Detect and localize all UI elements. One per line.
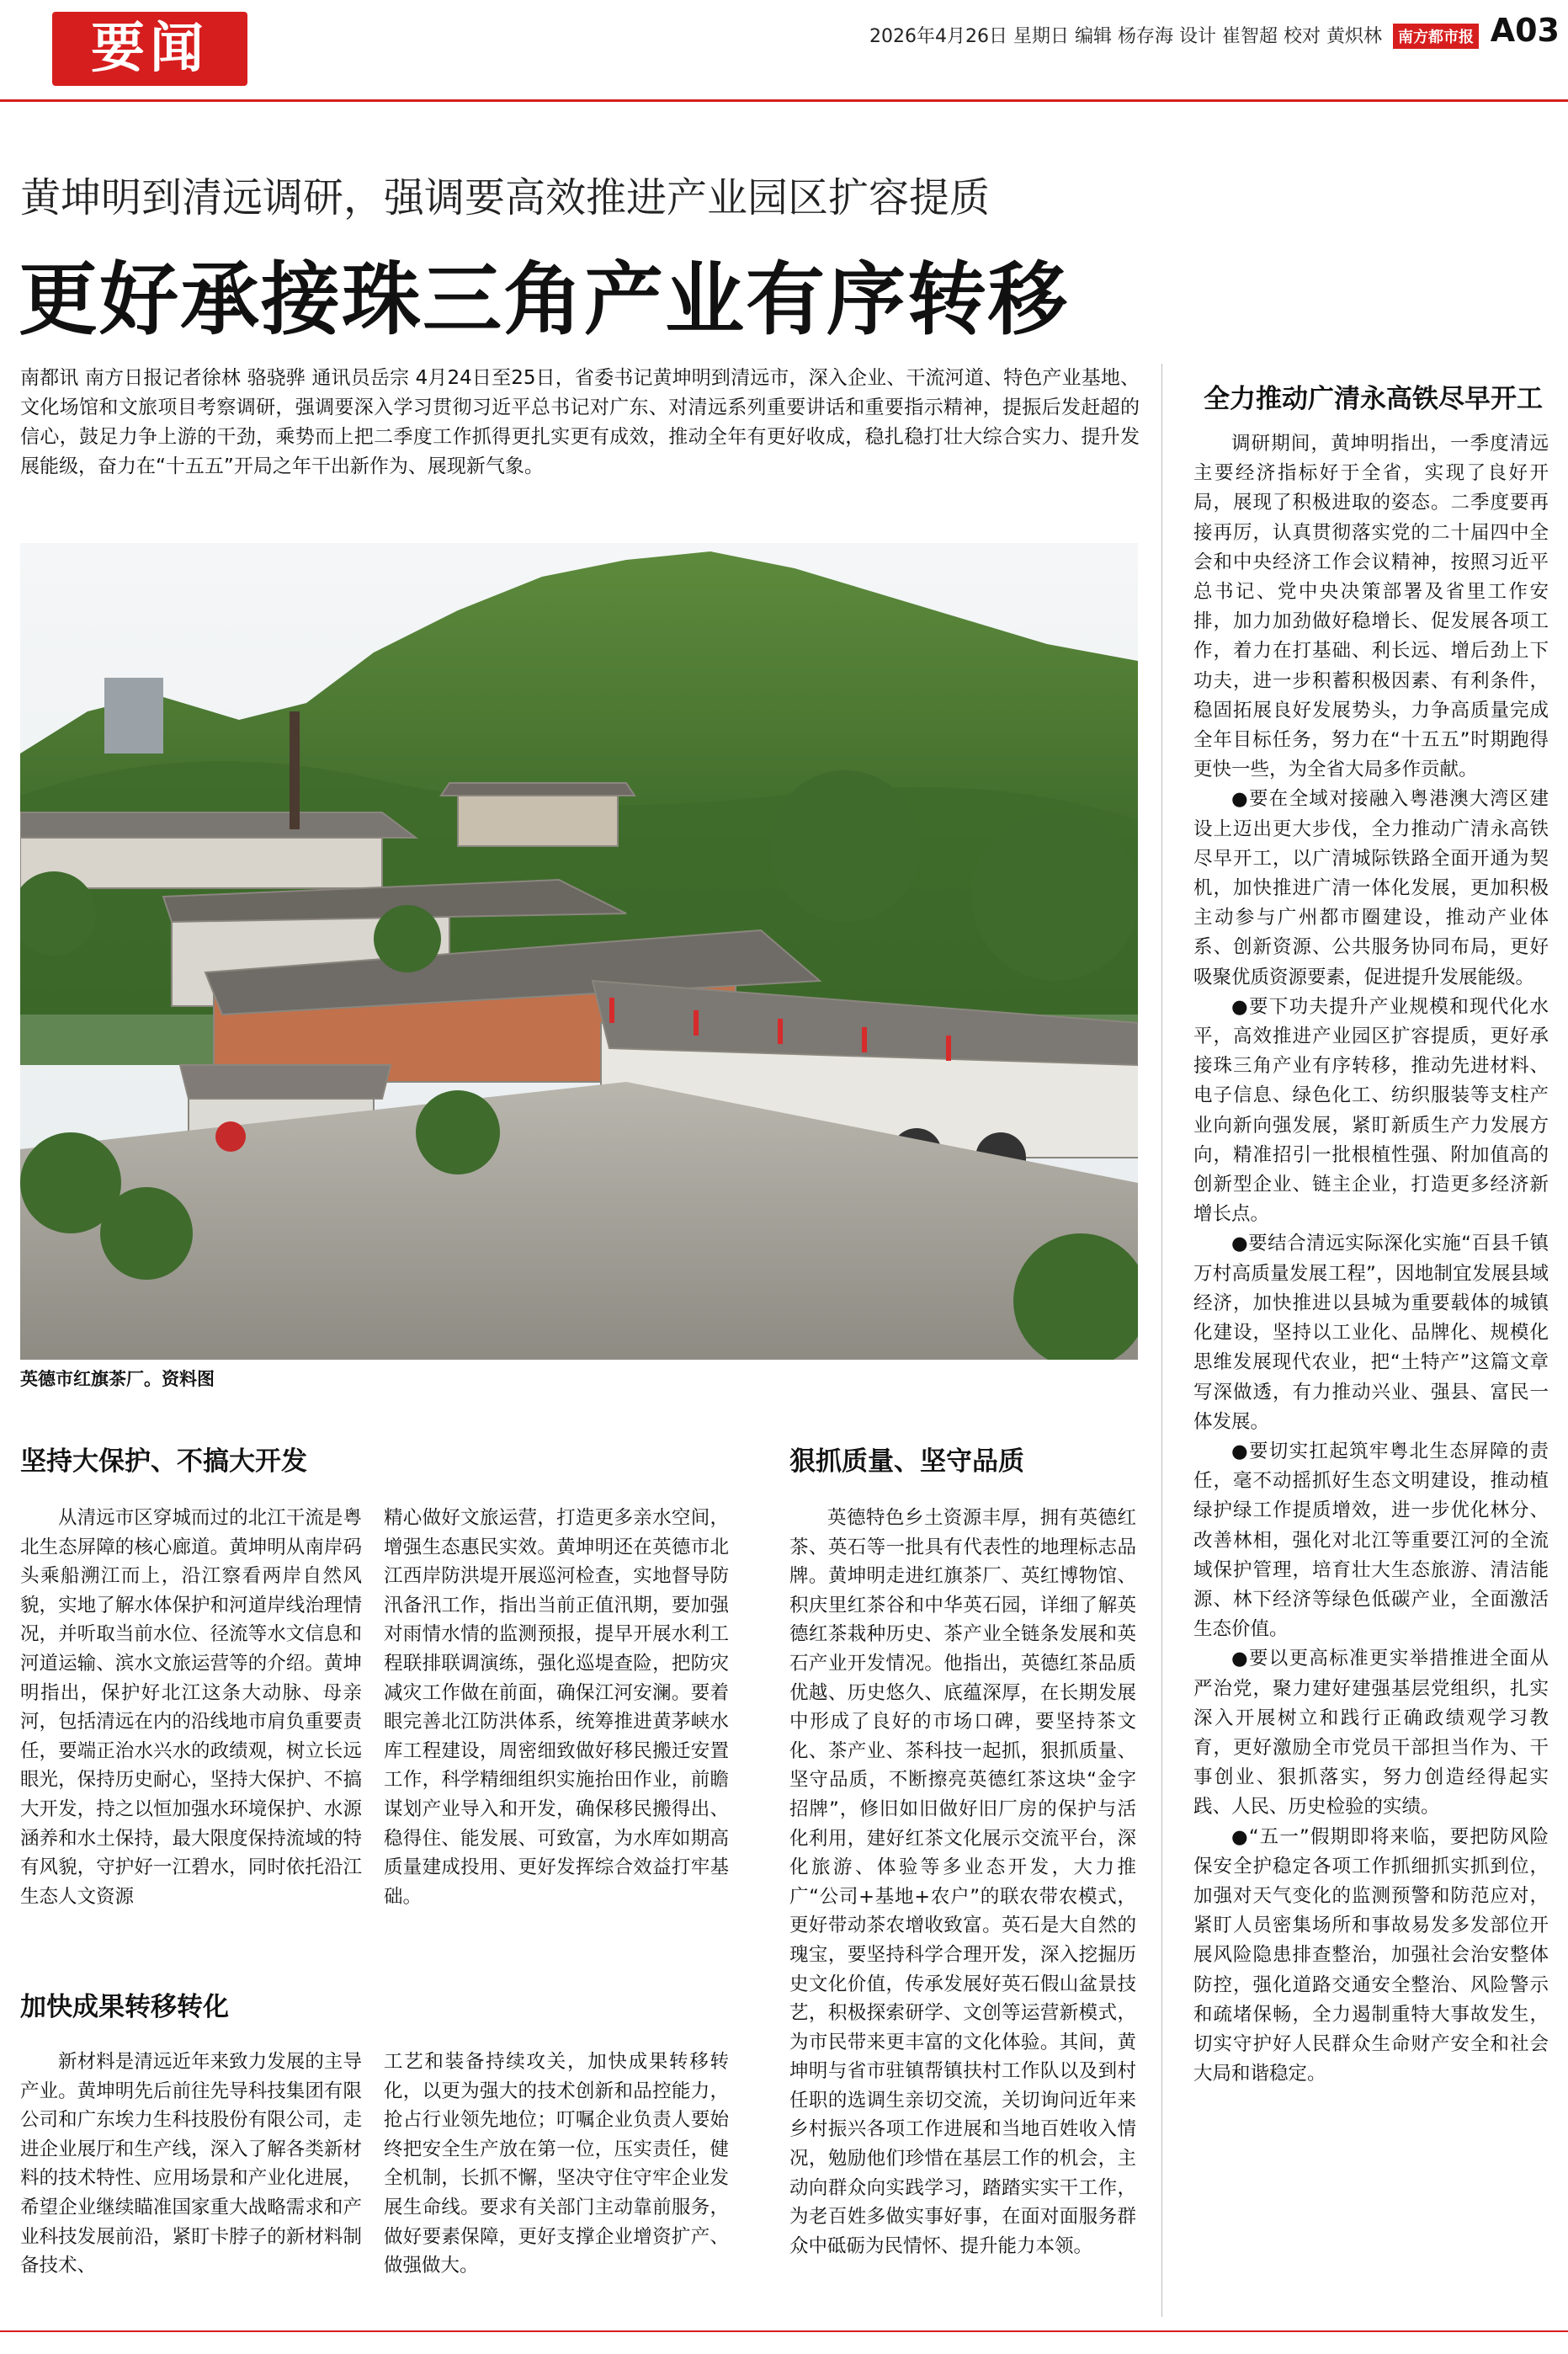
article-photo: [20, 543, 1138, 1360]
paragraph: 新材料是清远近年来致力发展的主导产业。黄坤明先后前往先导科技集团有限公司和广东埃力生科技股份有限公司，走进企业展厅和生产线，深入了解各类新材料的技术特性、应用场景和产业化进展，希望企业继续瞄准国家重大战略需求和产业科技发展前沿，紧盯卡脖子的新材料制备技术、: [20, 2051, 362, 2277]
editor: 编辑 杨存海: [1075, 26, 1173, 47]
paragraph: ●要结合清远实际深化实施“百县千镇万村高质量发展工程”，因地制宜发展县域经济，加快推进以县城为重要载体的城镇化建设，坚持以工业化、品牌化、规模化思维发展现代农业，把“土特产”这篇文章写深做透，有力推动兴业、强县、富民一体发展。: [1193, 1233, 1549, 1433]
photo-caption: 英德市红旗茶厂。资料图: [20, 1369, 215, 1389]
section-transfer-col2: [384, 2048, 729, 2281]
article-title: 更好承接珠三角产业有序转移: [19, 254, 1070, 346]
section-quality-body: [789, 1504, 1136, 2261]
proofreader: 校对 黄炽林: [1284, 26, 1382, 47]
paragraph: 精心做好文旅运营，打造更多亲水空间，增强生态惠民实效。黄坤明还在英德市北江西岸防洪堤开展巡河检查，实地督导防汛备汛工作，指出当前正值汛期，要加强对雨情水情的监测预报，提早开展水利工程联排联调演练，强化巡堤查险，把防灾减灾工作做在前面，确保江河安澜。要着眼完善北江防洪体系，统筹推进黄茅峡水库工程建设，周密细致做好移民搬迁安置工作，科学精细组织实施抬田作业，前瞻谋划产业导入和开发，确保移民搬得出、稳得住、能发展、可致富，为水库如期高质量建成投用、更好发挥综合效益打牢基础。: [384, 1507, 729, 1908]
section-heading-protection: 坚持大保护、不搞大开发: [20, 1446, 307, 1477]
paragraph: 从清远市区穿城而过的北江干流是粤北生态屏障的核心廊道。黄坤明从南岸码头乘船溯江而上，沿江察看两岸自然风貌，实地了解水体保护和河道岸线治理情况，并听取当前水位、径流等水文信息和河道运输、滨水文旅运营等的介绍。黄坤明指出，保护好北江这条大动脉、母亲河，包括清远在内的沿线地市肩负重要责任，要端正治水兴水的政绩观，树立长远眼光，保持历史耐心，坚持大保护、不搞大开发，持之以恒加强水环境保护、水源涵养和水土保持，最大限度保持流域的特有风貌，守护好一江碧水，同时依托沿江生态人文资源: [20, 1507, 362, 1908]
article-lead: 南都讯 南方日报记者徐林 骆骁骅 通讯员岳宗 4月24日至25日，省委书记黄坤明到清远市，深入企业、干流河道、特色产业基地、文化场馆和文旅项目考察调研，强调要深入学习贯彻习近平总书记对广东、对清远系列重要讲话和重要指示精神，提振后发赶超的信心，鼓足力争上游的干劲，乘势而上把二季度工作抓得更扎实更有成效，推动全年有更好收成，稳扎稳打壮大综合实力、提升发展能级，奋力在“十五五”开局之年干出新作为、展现新气象。: [20, 367, 1140, 477]
footer-rule: [0, 2330, 1568, 2332]
article-subtitle: 黄坤明到清远调研，强调要高效推进产业园区扩容提质: [20, 174, 991, 221]
issue-date: 2026年4月26日 星期日: [869, 26, 1069, 47]
section-heading-railway: 全力推动广清永高铁尽早开工: [1204, 384, 1543, 414]
issue-meta: [869, 22, 1484, 49]
section-transfer-col1: [20, 2048, 362, 2281]
tea-factory-photo: [20, 543, 1138, 1360]
paragraph: 工艺和装备持续攻关，加快成果转移转化，以更为强大的技术创新和品控能力，抢占行业领先地位；叮嘱企业负责人要始终把安全生产放在第一位，压实责任，健全机制，长抓不懈，坚决守住守牢企业发展生命线。要求有关部门主动靠前服务，做好要素保障，更好支撑企业增资扩产、做强做大。: [384, 2051, 729, 2277]
page-number: A03: [1490, 12, 1560, 49]
column-divider: [1161, 364, 1162, 2317]
paragraph: 调研期间，黄坤明指出，一季度清远主要经济指标好于全省，实现了良好开局，展现了积极进取的姿态。二季度要再接再厉，认真贯彻落实党的二十届四中全会和中央经济工作会议精神，按照习近平总书记、党中央决策部署及省里工作安排，加力加劲做好稳增长、促发展各项工作，着力在打基础、利长远、增后劲上下功夫，进一步积蓄积极因素、有利条件，稳固拓展良好发展势头，力争高质量完成全年目标任务，努力在“十五五”时期跑得更快一些，为全省大局多作贡献。: [1193, 433, 1549, 781]
section-protection-col1: [20, 1504, 362, 1911]
paragraph: ●要下功夫提升产业规模和现代化水平，高效推进产业园区扩容提质，更好承接珠三角产业有序转移，推动先进材料、电子信息、绿色化工、纺织服装等支柱产业向新向强发展，紧盯新质生产力发展方向，精准招引一批根植性强、附加值高的创新型企业、链主企业，打造更多经济新增长点。: [1193, 995, 1549, 1226]
paragraph: ●“五一”假期即将来临，要把防风险保安全护稳定各项工作抓细抓实抓到位，加强对天气变化的监测预警和防范应对，紧盯人员密集场所和事故易发多发部位开展风险隐患排查整治，加强社会治安整体防控，强化道路交通安全整治、风险警示和疏堵保畅，全力遏制重特大事故发生，切实守护好人民群众生命财产安全和社会大局和谐稳定。: [1193, 1825, 1549, 2085]
header-rule: [0, 99, 1568, 102]
section-protection-col2: [384, 1504, 729, 1911]
paragraph: 英德特色乡土资源丰厚，拥有英德红茶、英石等一批具有代表性的地理标志品牌。黄坤明走进红旗茶厂、英红博物馆、积庆里红茶谷和中华英石园，详细了解英德红茶栽种历史、茶产业全链条发展和英石产业开发情况。他指出，英德红茶品质优越、历史悠久、底蕴深厚，在长期发展中形成了良好的市场口碑，要坚持茶文化、茶产业、茶科技一起抓，狠抓质量、坚守品质，不断擦亮英德红茶这块“金字招牌”，修旧如旧做好旧厂房的保护与活化利用，建好红茶文化展示交流平台，深化旅游、体验等多业态开发，大力推广“公司+基地+农户”的联农带农模式，更好带动茶农增收致富。英石是大自然的瑰宝，要坚持科学合理开发，深入挖掘历史文化价值，传承发展好英石假山盆景技艺，积极探索研学、文创等运营新模式，为市民带来更丰富的文化体验。其间，黄坤明与省市驻镇帮镇扶村工作队以及到村任职的选调生亲切交流，关切询问近年来乡村振兴各项工作进展和当地百姓收入情况，勉励他们珍惜在基层工作的机会，主动向群众向实践学习，踏踏实实干工作，为老百姓多做实事好事，在面对面服务群众中砥砺为民情怀、提升能力本领。: [789, 1507, 1136, 2257]
paper-logo: 南方都市报: [1393, 24, 1479, 49]
paragraph: ●要以更高标准更实举措推进全面从严治党，聚力建好建强基层党组织，扎实深入开展树立和践行正确政绩观学习教育，更好激励全市党员干部担当作为、干事创业、狠抓落实，努力创造经得起实践、人民、历史检验的实绩。: [1193, 1648, 1549, 1819]
paragraph: ●要在全域对接融入粤港澳大湾区建设上迈出更大步伐，全力推动广清永高铁尽早开工，以广清城际铁路全面开通为契机，加快推进广清一体化发展，更加积极主动参与广州都市圈建设，推动产业体系、创新资源、公共服务协同布局，更好吸聚优质资源要素，促进提升发展能级。: [1193, 788, 1549, 988]
section-tag: 要闻: [52, 12, 247, 86]
section-railway-body: [1193, 429, 1549, 2089]
paragraph: ●要切实扛起筑牢粤北生态屏障的责任，毫不动摇抓好生态文明建设，推动植绿护绿工作提质增效，进一步优化林分、改善林相，强化对北江等重要江河的全流域保护管理，培育壮大生态旅游、清洁能源、林下经济等绿色低碳产业，全面激活生态价值。: [1193, 1440, 1549, 1641]
section-heading-transfer: 加快成果转移转化: [20, 1992, 229, 2022]
section-heading-quality: 狠抓质量、坚守品质: [789, 1446, 1024, 1477]
designer: 设计 崔智超: [1179, 26, 1278, 47]
